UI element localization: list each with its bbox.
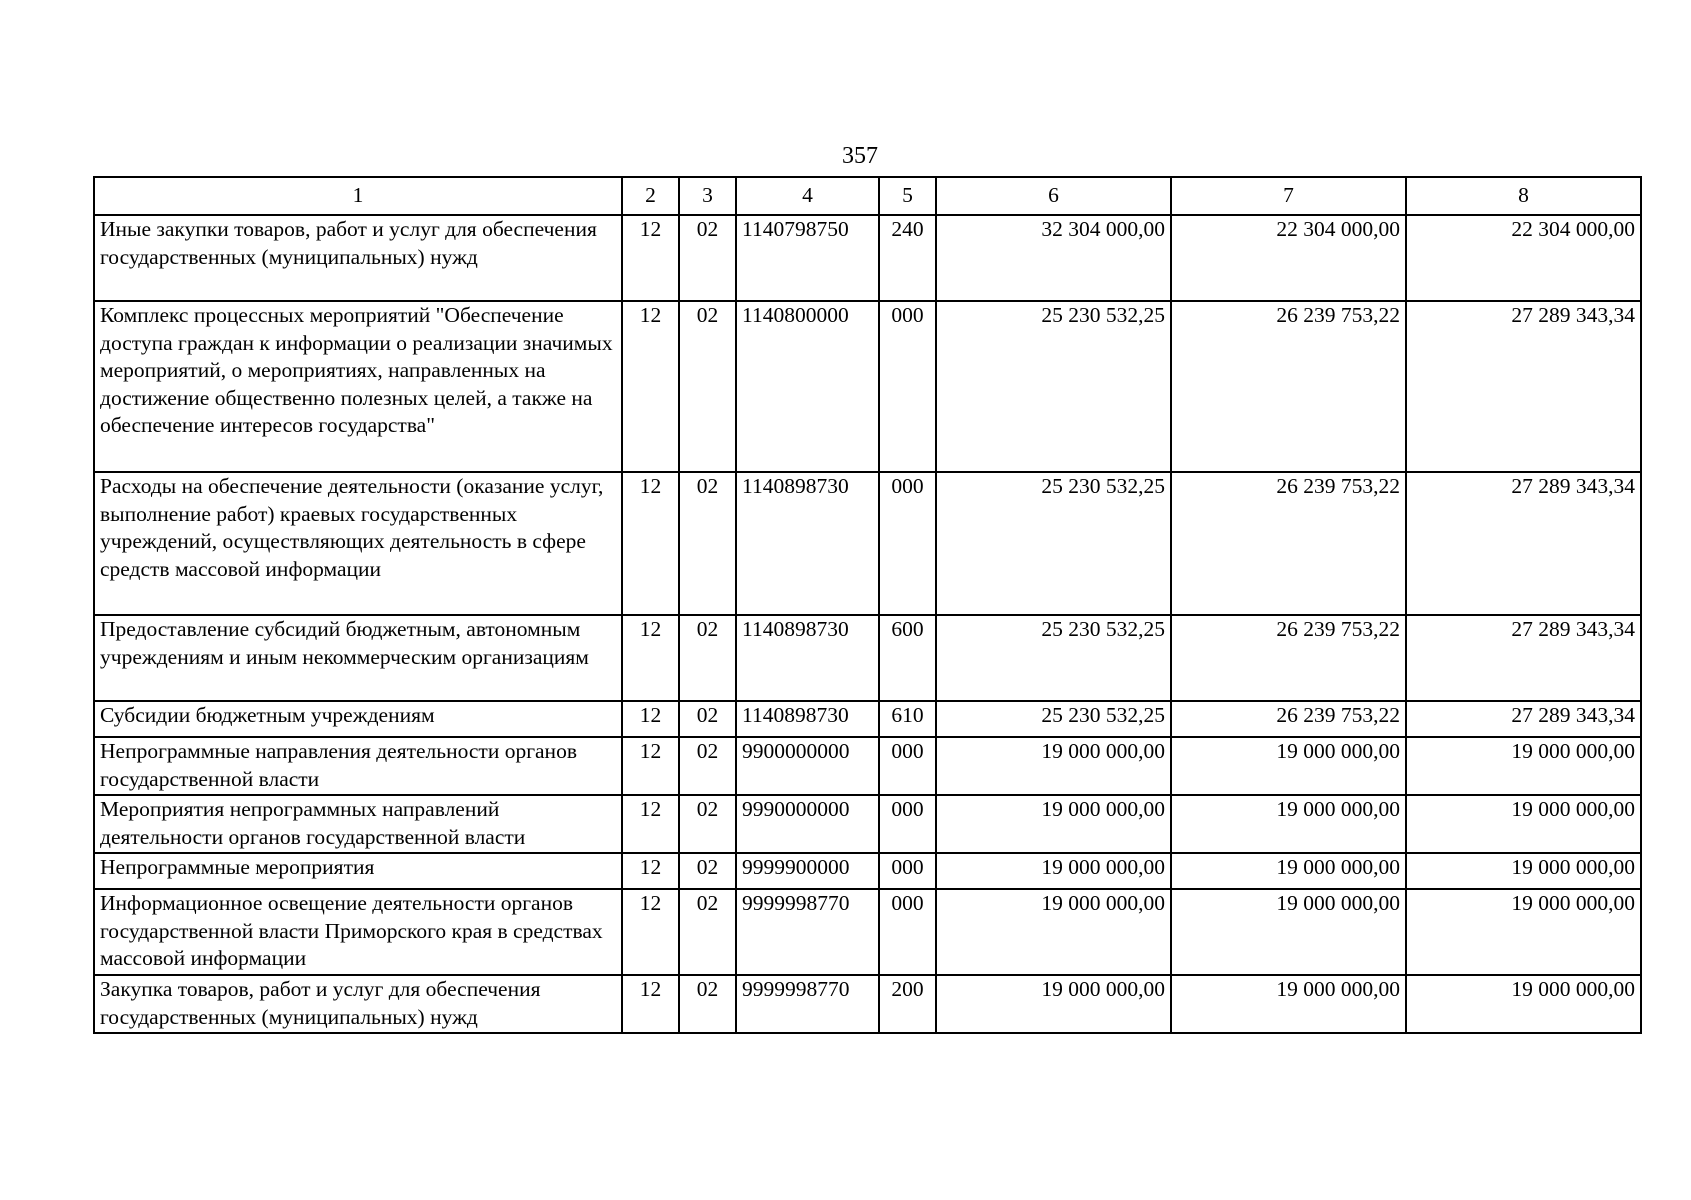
table-body <box>94 215 1641 1033</box>
amount-col-6: 19 000 000,00 <box>936 853 1171 889</box>
column-header: 3 <box>679 177 736 215</box>
amount-col-8: 19 000 000,00 <box>1406 889 1641 975</box>
amount-col-8: 22 304 000,00 <box>1406 215 1641 301</box>
target-code: 9990000000 <box>736 795 879 853</box>
amount-col-6: 32 304 000,00 <box>936 215 1171 301</box>
subsection-code: 02 <box>679 615 736 701</box>
expense-type-code: 000 <box>879 301 936 472</box>
section-code: 12 <box>622 701 679 737</box>
section-code: 12 <box>622 737 679 795</box>
expense-type-code: 200 <box>879 975 936 1033</box>
amount-col-7: 19 000 000,00 <box>1171 795 1406 853</box>
amount-col-6: 25 230 532,25 <box>936 701 1171 737</box>
amount-col-7: 22 304 000,00 <box>1171 215 1406 301</box>
expense-type-code: 000 <box>879 889 936 975</box>
expense-type-code: 000 <box>879 853 936 889</box>
table-row <box>94 301 1641 472</box>
section-code: 12 <box>622 301 679 472</box>
item-name: Непрограммные направления деятельности органов государственной власти <box>94 737 622 795</box>
amount-col-8: 27 289 343,34 <box>1406 701 1641 737</box>
budget-table <box>93 176 1642 1034</box>
amount-col-7: 26 239 753,22 <box>1171 701 1406 737</box>
amount-col-8: 19 000 000,00 <box>1406 737 1641 795</box>
target-code: 1140798750 <box>736 215 879 301</box>
table-row <box>94 737 1641 795</box>
amount-col-7: 19 000 000,00 <box>1171 737 1406 795</box>
expense-type-code: 600 <box>879 615 936 701</box>
expense-type-code: 000 <box>879 472 936 615</box>
amount-col-7: 26 239 753,22 <box>1171 472 1406 615</box>
amount-col-6: 25 230 532,25 <box>936 615 1171 701</box>
amount-col-7: 26 239 753,22 <box>1171 301 1406 472</box>
item-name: Закупка товаров, работ и услуг для обеспечения государственных (муниципальных) нужд <box>94 975 622 1033</box>
column-header: 7 <box>1171 177 1406 215</box>
table-row <box>94 795 1641 853</box>
header-row <box>94 177 1641 215</box>
section-code: 12 <box>622 853 679 889</box>
expense-type-code: 000 <box>879 737 936 795</box>
amount-col-6: 25 230 532,25 <box>936 301 1171 472</box>
target-code: 9999998770 <box>736 975 879 1033</box>
item-name: Информационное освещение деятельности органов государственной власти Приморского края в средствах массовой информации <box>94 889 622 975</box>
item-name: Иные закупки товаров, работ и услуг для обеспечения государственных (муниципальных) нужд <box>94 215 622 301</box>
section-code: 12 <box>622 795 679 853</box>
amount-col-8: 19 000 000,00 <box>1406 975 1641 1033</box>
amount-col-7: 19 000 000,00 <box>1171 853 1406 889</box>
target-code: 1140898730 <box>736 615 879 701</box>
subsection-code: 02 <box>679 215 736 301</box>
amount-col-7: 19 000 000,00 <box>1171 889 1406 975</box>
column-header: 4 <box>736 177 879 215</box>
column-header: 1 <box>94 177 622 215</box>
target-code: 1140800000 <box>736 301 879 472</box>
item-name: Непрограммные мероприятия <box>94 853 622 889</box>
expense-type-code: 240 <box>879 215 936 301</box>
target-code: 9900000000 <box>736 737 879 795</box>
amount-col-7: 19 000 000,00 <box>1171 975 1406 1033</box>
target-code: 9999900000 <box>736 853 879 889</box>
subsection-code: 02 <box>679 889 736 975</box>
table-row <box>94 615 1641 701</box>
page-number: 357 <box>842 143 878 169</box>
amount-col-8: 19 000 000,00 <box>1406 853 1641 889</box>
subsection-code: 02 <box>679 795 736 853</box>
column-header: 6 <box>936 177 1171 215</box>
section-code: 12 <box>622 472 679 615</box>
column-header: 5 <box>879 177 936 215</box>
subsection-code: 02 <box>679 975 736 1033</box>
section-code: 12 <box>622 615 679 701</box>
subsection-code: 02 <box>679 301 736 472</box>
amount-col-8: 27 289 343,34 <box>1406 615 1641 701</box>
amount-col-8: 27 289 343,34 <box>1406 301 1641 472</box>
expense-type-code: 610 <box>879 701 936 737</box>
table-row <box>94 701 1641 737</box>
item-name: Предоставление субсидий бюджетным, автономным учреждениям и иным некоммерческим организациям <box>94 615 622 701</box>
amount-col-6: 19 000 000,00 <box>936 737 1171 795</box>
target-code: 1140898730 <box>736 701 879 737</box>
subsection-code: 02 <box>679 701 736 737</box>
subsection-code: 02 <box>679 472 736 615</box>
target-code: 9999998770 <box>736 889 879 975</box>
subsection-code: 02 <box>679 853 736 889</box>
amount-col-8: 27 289 343,34 <box>1406 472 1641 615</box>
table-row <box>94 472 1641 615</box>
amount-col-7: 26 239 753,22 <box>1171 615 1406 701</box>
table-row <box>94 889 1641 975</box>
section-code: 12 <box>622 975 679 1033</box>
table-row <box>94 975 1641 1033</box>
section-code: 12 <box>622 215 679 301</box>
item-name: Комплекс процессных мероприятий "Обеспечение доступа граждан к информации о реализации значимых мероприятий, о мероприятиях, направленных на достижение общественно полезных целей, а также на обеспечение интересов государства" <box>94 301 622 472</box>
amount-col-6: 25 230 532,25 <box>936 472 1171 615</box>
table-row <box>94 853 1641 889</box>
column-header: 8 <box>1406 177 1641 215</box>
amount-col-8: 19 000 000,00 <box>1406 795 1641 853</box>
section-code: 12 <box>622 889 679 975</box>
table-row <box>94 215 1641 301</box>
expense-type-code: 000 <box>879 795 936 853</box>
amount-col-6: 19 000 000,00 <box>936 795 1171 853</box>
amount-col-6: 19 000 000,00 <box>936 975 1171 1033</box>
target-code: 1140898730 <box>736 472 879 615</box>
item-name: Субсидии бюджетным учреждениям <box>94 701 622 737</box>
subsection-code: 02 <box>679 737 736 795</box>
amount-col-6: 19 000 000,00 <box>936 889 1171 975</box>
item-name: Расходы на обеспечение деятельности (оказание услуг, выполнение работ) краевых государственных учреждений, осуществляющих деятельность в сфере средств массовой информации <box>94 472 622 615</box>
item-name: Мероприятия непрограммных направлений деятельности органов государственной власти <box>94 795 622 853</box>
column-header: 2 <box>622 177 679 215</box>
